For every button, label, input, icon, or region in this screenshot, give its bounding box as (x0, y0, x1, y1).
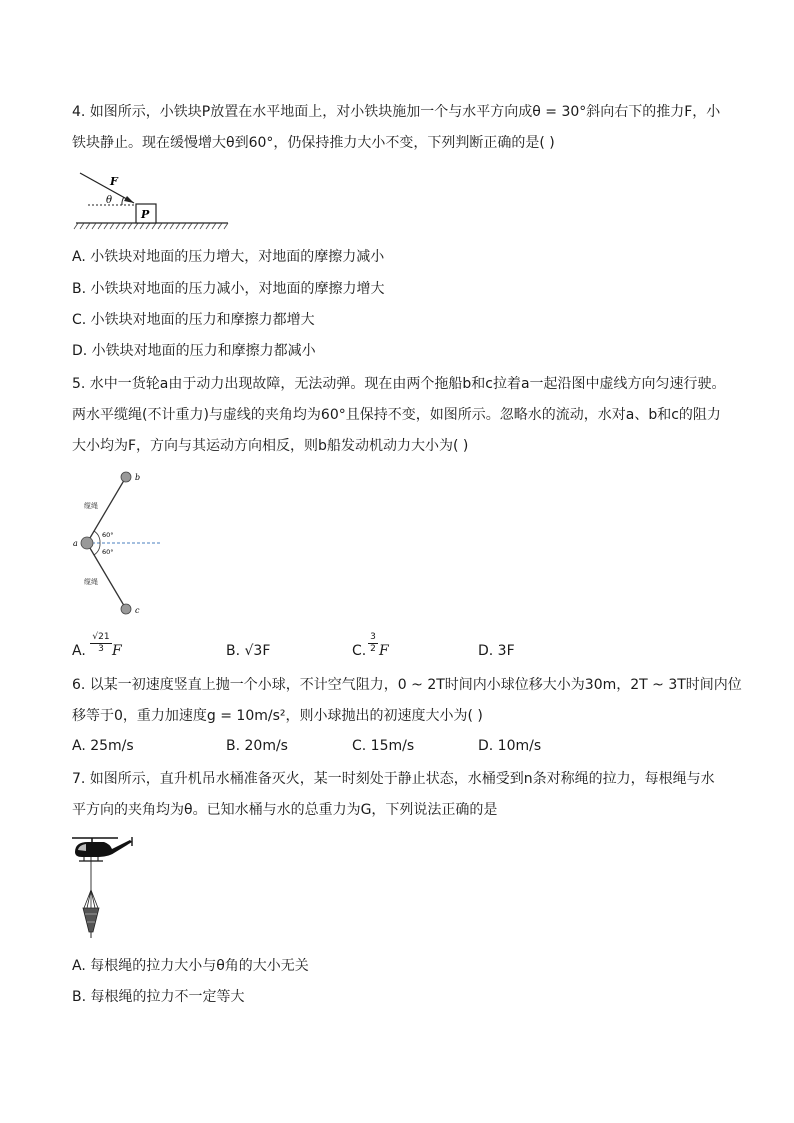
q6-option-a: A. 25m/s (72, 738, 134, 754)
q4-option-c: C. 小铁块对地面的压力和摩擦力都增大 (72, 312, 315, 328)
q4-option-a: A. 小铁块对地面的压力增大，对地面的摩擦力减小 (72, 249, 385, 265)
q5-label-b: b (135, 473, 141, 482)
q4-force-label: F (110, 175, 118, 188)
q4-option-b: B. 小铁块对地面的压力减小，对地面的摩擦力增大 (72, 281, 385, 297)
q6-option-d: D. 10m/s (478, 738, 542, 754)
q7-option-b: B. 每根绳的拉力不一定等大 (72, 989, 245, 1005)
q5-rope-label-top: 缆绳 (84, 502, 98, 510)
q4-stem-line2: 铁块静止。现在缓慢增大θ到60°，仍保持推力大小不变，下列判断正确的是( ) (72, 135, 555, 151)
q6-option-b: B. 20m/s (226, 738, 288, 754)
q7-stem-line1: 7. 如图所示，直升机吊水桶准备灭火，某一时刻处于静止状态，水桶受到n条对称绳的拉力，每根绳与水 (72, 771, 715, 787)
q4-option-d: D. 小铁块对地面的压力和摩擦力都减小 (72, 343, 316, 359)
q4-figure (72, 168, 232, 233)
q5-stem-line3: 大小均为F，方向与其运动方向相反，则b船发动机动力大小为( ) (72, 438, 469, 454)
q5-option-d: D. 3F (478, 643, 515, 659)
q5-figure (70, 468, 170, 620)
q5-option-b: B. √3F (226, 643, 271, 659)
q5-angle-bottom: 60° (102, 548, 114, 556)
q5-ship-c (121, 604, 131, 614)
q5-label-a: a (73, 539, 78, 548)
q5-rope-label-bottom: 缆绳 (84, 578, 98, 586)
q5-angle-top: 60° (102, 531, 114, 539)
q4-block-label: P (141, 208, 150, 221)
q5-label-c: c (135, 606, 140, 615)
q5-stem-line2: 两水平缆绳(不计重力)与虚线的夹角均为60°且保持不变，如图所示。忽略水的流动，水对a、b和c的阻力 (72, 407, 721, 423)
q4-angle-label: θ (106, 195, 113, 206)
q6-option-c: C. 15m/s (352, 738, 415, 754)
helicopter-bucket-figure (70, 832, 136, 940)
q5-ship-b (121, 472, 131, 482)
q7-stem-line2: 平方向的夹角均为θ。已知水桶与水的总重力为G，下列说法正确的是 (72, 802, 498, 818)
q5-stem-line1: 5. 水中一货轮a由于动力出现故障，无法动弹。现在由两个拖船b和c拉着a一起沿图中虚线方向匀速行驶。 (72, 376, 726, 392)
q4-stem-line1: 4. 如图所示，小铁块P放置在水平地面上，对小铁块施加一个与水平方向成θ = 30°斜向右下的推力F，小 (72, 104, 721, 120)
q5-ship-a (81, 537, 93, 549)
q6-stem-line1: 6. 以某一初速度竖直上抛一个小球，不计空气阻力，0 ~ 2T时间内小球位移大小为30m，2T ~ 3T时间内位 (72, 677, 742, 693)
q7-option-a: A. 每根绳的拉力大小与θ角的大小无关 (72, 958, 309, 974)
q6-stem-line2: 移等于0，重力加速度g = 10m/s²，则小球抛出的初速度大小为( ) (72, 708, 483, 724)
